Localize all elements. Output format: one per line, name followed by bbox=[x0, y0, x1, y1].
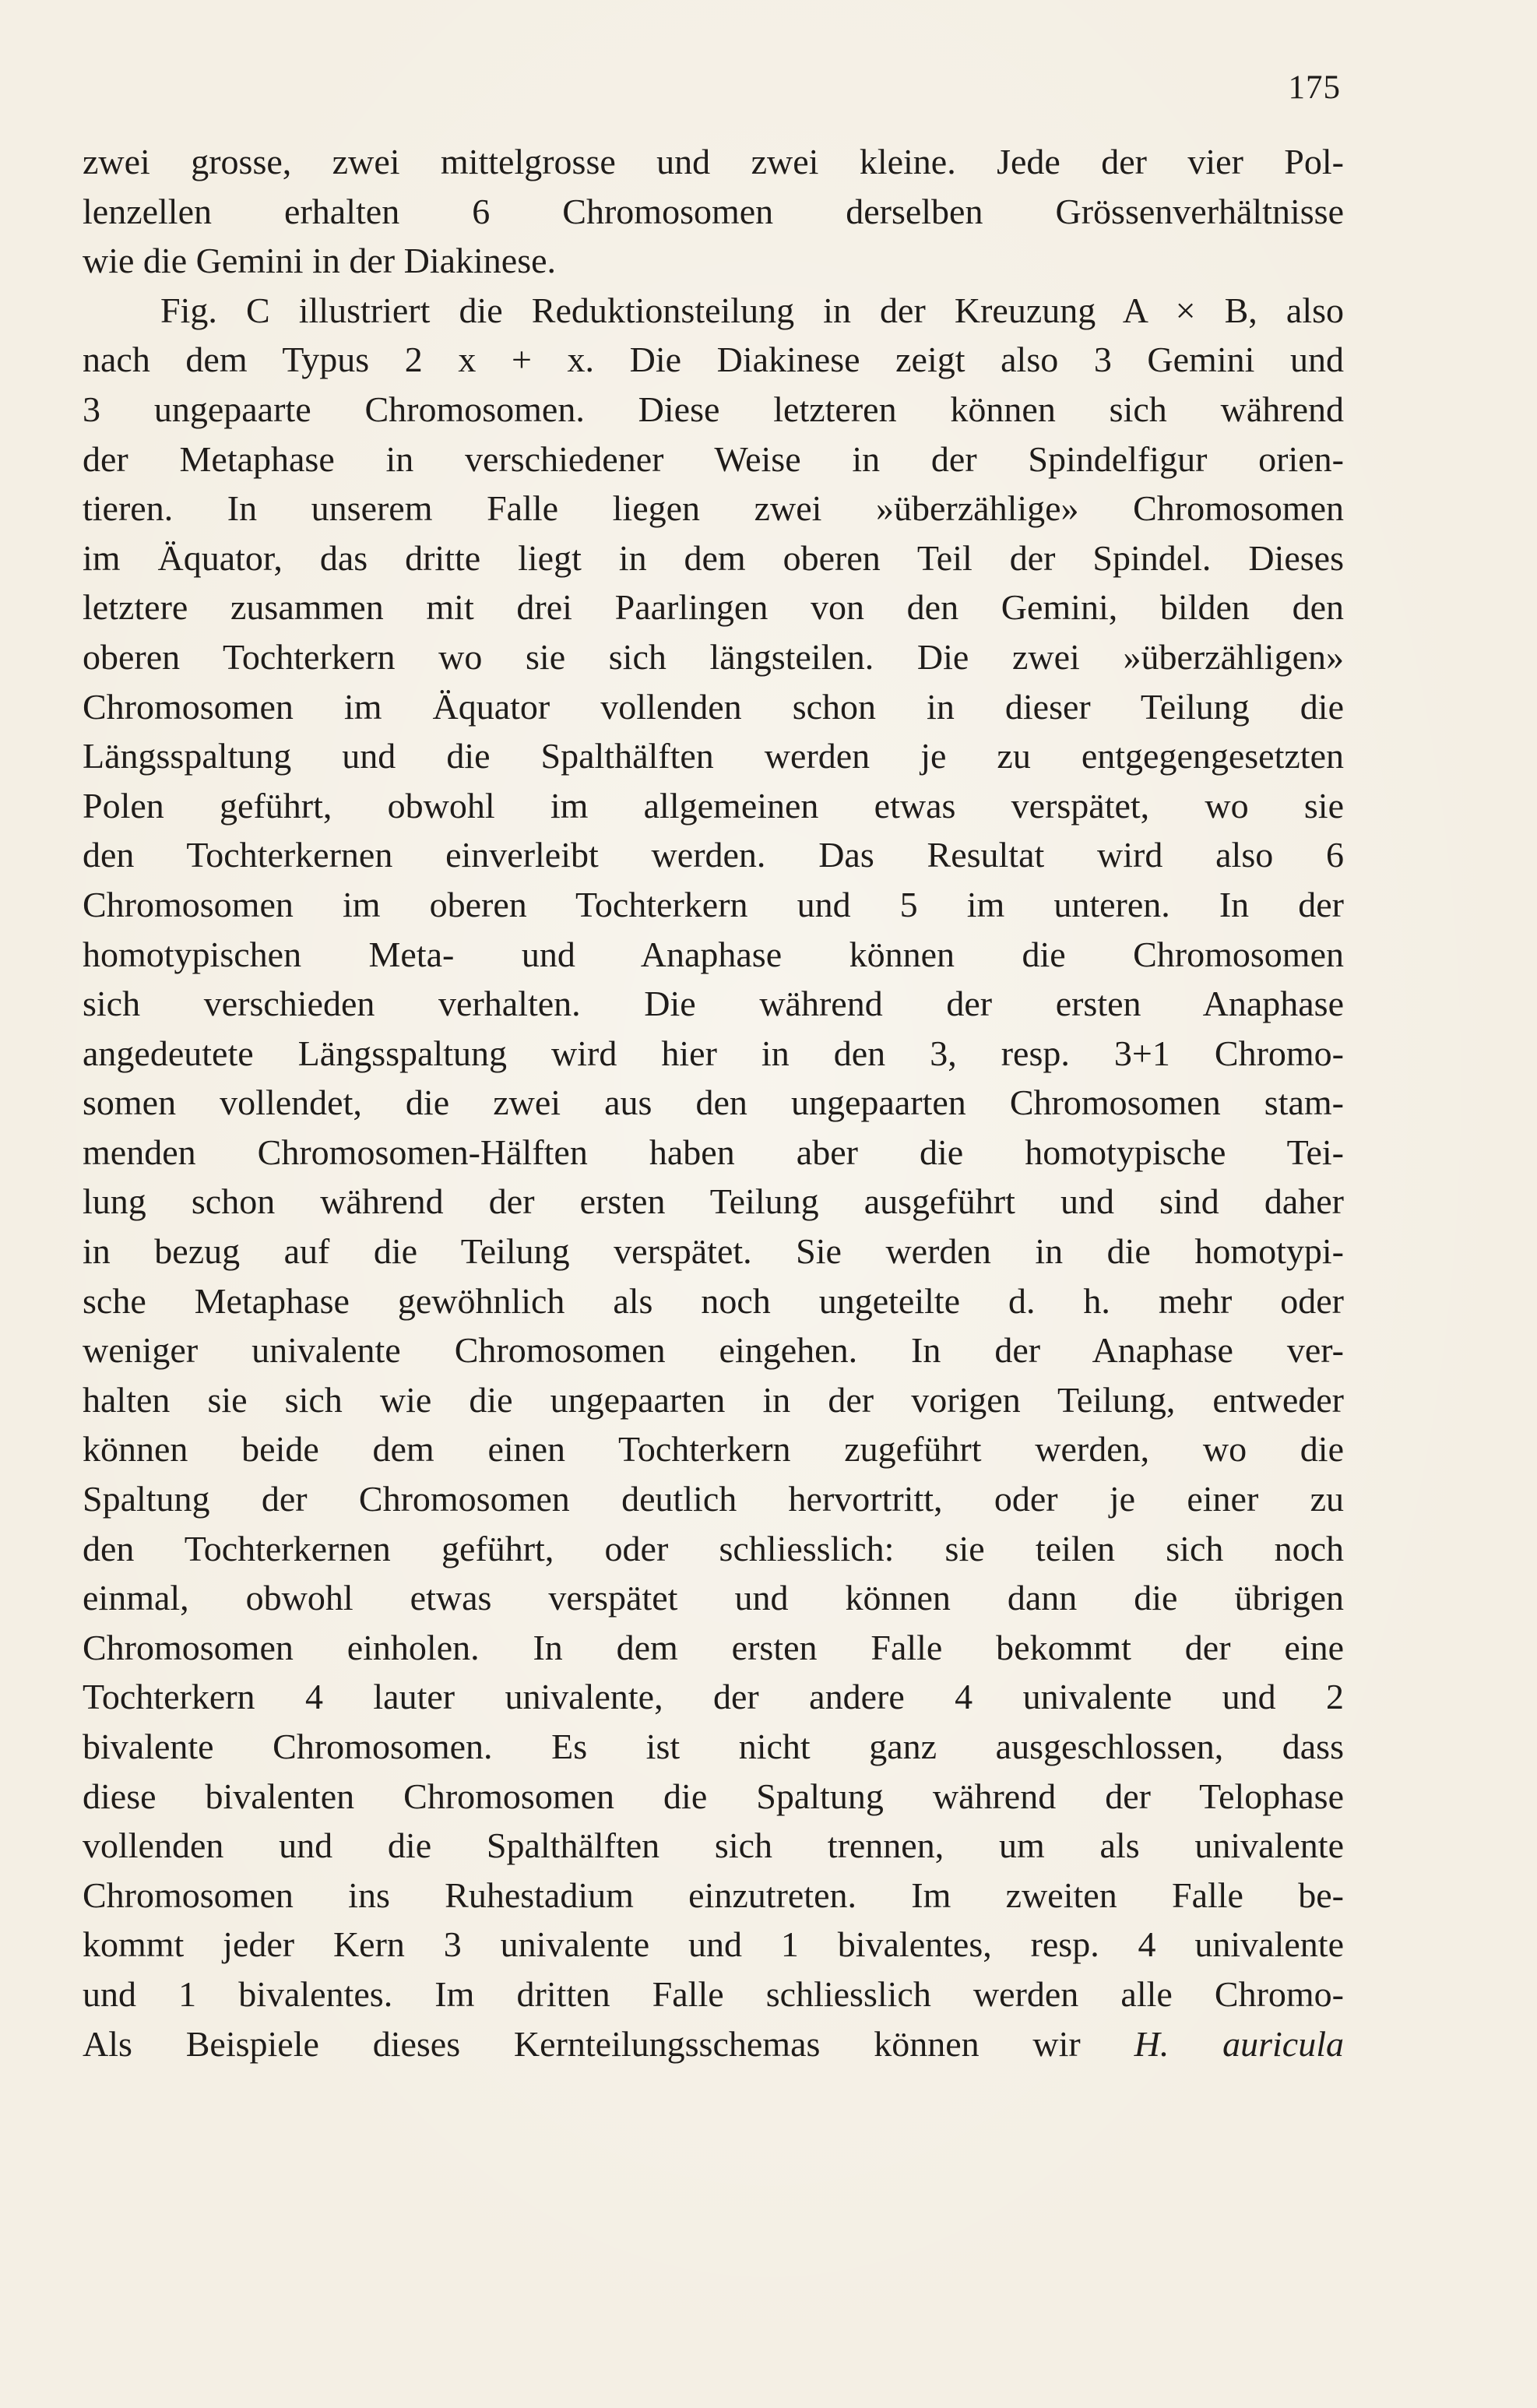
paragraph-2 bbox=[83, 286, 1344, 2068]
text-line: Chromosomen im Äquator vollenden schon in dieser Teilung die bbox=[83, 686, 1344, 727]
text-line: angedeutete Längsspaltung wird hier in den 3, resp. 3+1 Chromo- bbox=[83, 1033, 1344, 1073]
species-name: H. auricula bbox=[1134, 2023, 1345, 2064]
text-line: lenzellen erhalten 6 Chromosomen derselben Grössenverhältnisse bbox=[83, 191, 1344, 231]
text-line: können beide dem einen Tochterkern zugeführt werden, wo die bbox=[83, 1429, 1344, 1470]
final-line-text: Als Beispiele dieses Kernteilungsschemas können wir bbox=[83, 2023, 1081, 2064]
text-line: menden Chromosomen-Hälften haben aber die homotypische Tei- bbox=[83, 1132, 1344, 1172]
text-line: letztere zusammen mit drei Paarlingen von den Gemini, bilden den bbox=[83, 587, 1344, 628]
text-line: in bezug auf die Teilung verspätet. Sie werden in die homotypi- bbox=[83, 1231, 1344, 1272]
text-line: sich verschieden verhalten. Die während der ersten Anaphase bbox=[83, 984, 1344, 1024]
text-line: den Tochterkernen einverleibt werden. Das Resultat wird also 6 bbox=[83, 835, 1344, 875]
text-line: weniger univalente Chromosomen eingehen. In der Anaphase ver- bbox=[83, 1330, 1344, 1371]
text-line: oberen Tochterkern wo sie sich längsteilen. Die zwei »überzähligen» bbox=[83, 636, 1344, 677]
text-line: 3 ungepaarte Chromosomen. Diese letzteren können sich während bbox=[83, 389, 1344, 429]
text-line: vollenden und die Spalthälften sich trennen, um als univalente bbox=[83, 1825, 1344, 1866]
text-line: lung schon während der ersten Teilung ausgeführt und sind daher bbox=[83, 1181, 1344, 1222]
text-line: somen vollendet, die zwei aus den ungepaarten Chromosomen stam- bbox=[83, 1083, 1344, 1123]
text-line: wie die Gemini in der Diakinese. bbox=[83, 241, 557, 281]
text-line: im Äquator, das dritte liegt in dem oberen Teil der Spindel. Dieses bbox=[83, 537, 1344, 578]
text-line: zwei grosse, zwei mittelgrosse und zwei kleine. Jede der vier Pol- bbox=[83, 142, 1344, 181]
text-line: Längsspaltung und die Spalthälften werden je zu entgegengesetzten bbox=[83, 736, 1344, 776]
text-line: Chromosomen einholen. In dem ersten Falle bekommt der eine bbox=[83, 1627, 1344, 1667]
text-line: Spaltung der Chromosomen deutlich hervortritt, oder je einer zu bbox=[83, 1479, 1344, 1519]
text-line: Polen geführt, obwohl im allgemeinen etwas verspätet, wo sie bbox=[83, 785, 1344, 826]
text-line: homotypischen Meta- und Anaphase können die Chromosomen bbox=[83, 934, 1344, 974]
text-line: bivalente Chromosomen. Es ist nicht ganz ausgeschlossen, dass bbox=[83, 1727, 1344, 1766]
text-line: der Metaphase in verschiedener Weise in der Spindelfigur orien- bbox=[83, 438, 1344, 479]
text-line: sche Metaphase gewöhnlich als noch ungeteilte d. h. mehr oder bbox=[83, 1280, 1344, 1321]
text-line: Chromosomen im oberen Tochterkern und 5 im unteren. In der bbox=[83, 884, 1344, 924]
text-line: diese bivalenten Chromosomen die Spaltung während der Telophase bbox=[83, 1776, 1344, 1816]
page-number: 175 bbox=[1288, 69, 1341, 106]
text-line: halten sie sich wie die ungepaarten in der vorigen Teilung, entweder bbox=[83, 1379, 1344, 1420]
text-line: kommt jeder Kern 3 univalente und 1 bivalentes, resp. 4 univalente bbox=[83, 1924, 1344, 1965]
text-line: Fig. C illustriert die Reduktionsteilung in der Kreuzung A × B, also bbox=[160, 290, 1344, 330]
body-text bbox=[83, 137, 1344, 2068]
text-line: den Tochterkernen geführt, oder schliesslich: sie teilen sich noch bbox=[83, 1528, 1344, 1568]
text-line: Tochterkern 4 lauter univalente, der andere 4 univalente und 2 bbox=[83, 1677, 1344, 1717]
text-line: Chromosomen ins Ruhestadium einzutreten. Im zweiten Falle be- bbox=[83, 1875, 1344, 1915]
text-line: einmal, obwohl etwas verspätet und können dann die übrigen bbox=[83, 1578, 1344, 1618]
text-line: nach dem Typus 2 x + x. Die Diakinese zeigt also 3 Gemini und bbox=[83, 340, 1344, 380]
text-line-final bbox=[83, 2019, 1344, 2069]
text-line: tieren. In unserem Falle liegen zwei »überzählige» Chromosomen bbox=[83, 488, 1344, 529]
text-line: und 1 bivalentes. Im dritten Falle schliesslich werden alle Chromo- bbox=[83, 1973, 1344, 2014]
paragraph-1 bbox=[83, 137, 1344, 286]
